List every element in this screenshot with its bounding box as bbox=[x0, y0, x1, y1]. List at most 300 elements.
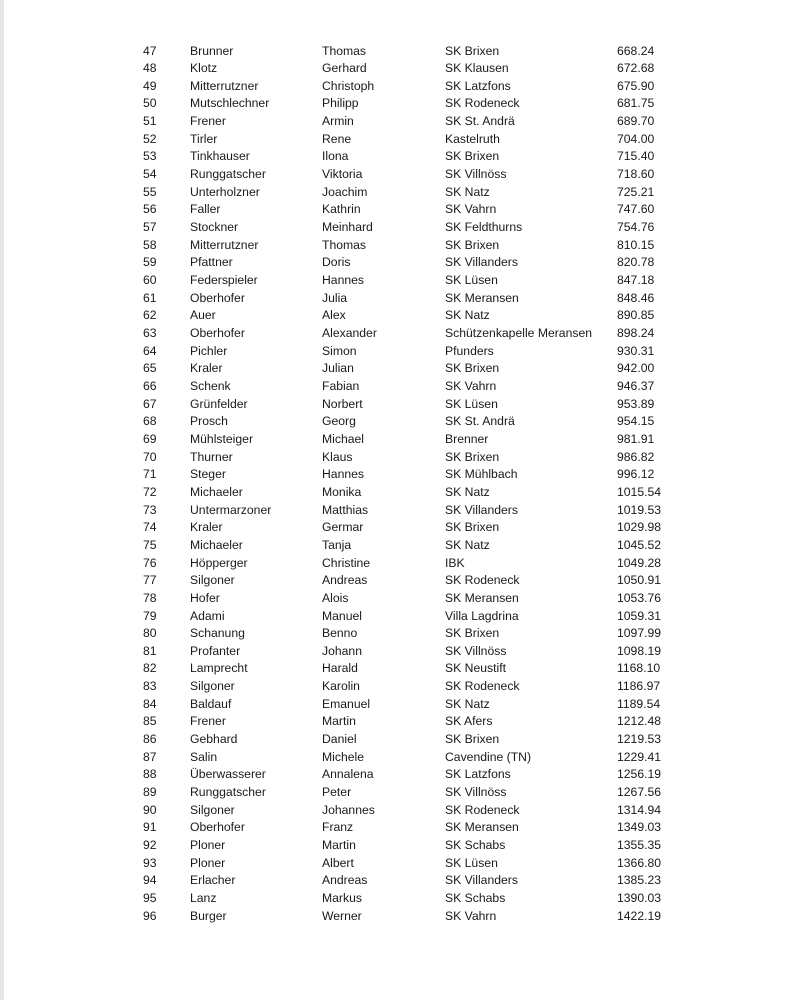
surname-cell: Klotz bbox=[190, 61, 218, 76]
rank-cell: 52 bbox=[143, 131, 157, 146]
club-cell: SK Villanders bbox=[445, 255, 518, 270]
rank-cell: 92 bbox=[143, 838, 157, 853]
table-row bbox=[0, 254, 794, 272]
rank-cell: 96 bbox=[143, 908, 157, 923]
rank-cell: 93 bbox=[143, 855, 157, 870]
rank-cell: 88 bbox=[143, 767, 157, 782]
surname-cell: Pichler bbox=[190, 343, 228, 358]
club-cell: SK Meransen bbox=[445, 290, 519, 305]
time-cell: 1050.91 bbox=[617, 573, 662, 588]
rank-cell: 69 bbox=[143, 431, 157, 446]
club-cell: Schützenkapelle Meransen bbox=[445, 326, 593, 340]
first-name-cell: Christoph bbox=[322, 78, 375, 93]
club-cell: SK Mühlbach bbox=[445, 467, 518, 482]
table-row bbox=[0, 78, 794, 96]
club-cell: Pfunders bbox=[445, 343, 494, 358]
surname-cell: Thurner bbox=[190, 449, 233, 464]
club-cell: SK Vahrn bbox=[445, 908, 497, 923]
rank-cell: 53 bbox=[143, 149, 157, 164]
time-cell: 890.85 bbox=[617, 308, 655, 323]
first-name-cell: Markus bbox=[322, 891, 362, 905]
rank-cell: 79 bbox=[143, 608, 157, 623]
club-cell: SK St. Andrä bbox=[445, 114, 515, 129]
table-row bbox=[0, 625, 794, 643]
rank-cell: 48 bbox=[143, 61, 157, 76]
surname-cell: Schenk bbox=[190, 378, 231, 393]
rank-cell: 74 bbox=[143, 520, 157, 535]
first-name-cell: Johann bbox=[322, 643, 362, 658]
club-cell: SK Meransen bbox=[445, 590, 519, 605]
club-cell: Villa Lagdrina bbox=[445, 608, 519, 623]
time-cell: 1219.53 bbox=[617, 732, 662, 747]
table-row bbox=[0, 307, 794, 325]
rank-cell: 49 bbox=[143, 78, 157, 93]
club-cell: SK Rodeneck bbox=[445, 96, 520, 111]
table-row bbox=[0, 590, 794, 608]
rank-cell: 82 bbox=[143, 661, 157, 676]
rank-cell: 60 bbox=[143, 273, 157, 288]
rank-cell: 90 bbox=[143, 802, 157, 817]
time-cell: 675.90 bbox=[617, 78, 655, 93]
table-row bbox=[0, 766, 794, 784]
surname-cell: Erlacher bbox=[190, 873, 236, 888]
time-cell: 1256.19 bbox=[617, 767, 662, 782]
club-cell: SK Natz bbox=[445, 696, 490, 711]
table-row bbox=[0, 219, 794, 237]
rank-cell: 59 bbox=[143, 255, 157, 270]
time-cell: 953.89 bbox=[617, 396, 655, 411]
surname-cell: Prosch bbox=[190, 414, 228, 429]
surname-cell: Profanter bbox=[190, 643, 241, 658]
surname-cell: Frener bbox=[190, 114, 226, 129]
first-name-cell: Julian bbox=[322, 361, 354, 376]
club-cell: SK Feldthurns bbox=[445, 220, 523, 235]
rank-cell: 57 bbox=[143, 220, 157, 235]
first-name-cell: Joachim bbox=[322, 184, 368, 199]
rank-cell: 86 bbox=[143, 732, 157, 747]
table-row bbox=[0, 908, 794, 926]
table-row bbox=[0, 660, 794, 678]
rank-cell: 56 bbox=[143, 202, 157, 217]
time-cell: 1189.54 bbox=[617, 696, 661, 711]
time-cell: 1355.35 bbox=[617, 838, 662, 853]
club-cell: SK Rodeneck bbox=[445, 679, 520, 694]
rank-cell: 54 bbox=[143, 167, 157, 182]
time-cell: 1349.03 bbox=[617, 820, 662, 835]
table-row bbox=[0, 201, 794, 219]
results-table bbox=[0, 43, 794, 926]
time-cell: 1059.31 bbox=[617, 608, 662, 623]
time-cell: 1186.97 bbox=[617, 679, 661, 694]
rank-cell: 77 bbox=[143, 573, 157, 588]
rank-cell: 58 bbox=[143, 237, 157, 252]
first-name-cell: Monika bbox=[322, 484, 362, 499]
club-cell: SK Villanders bbox=[445, 502, 518, 517]
surname-cell: Kraler bbox=[190, 520, 223, 535]
table-row bbox=[0, 360, 794, 378]
first-name-cell: Klaus bbox=[322, 449, 353, 464]
first-name-cell: Hannes bbox=[322, 273, 365, 288]
time-cell: 954.15 bbox=[617, 414, 655, 429]
surname-cell: Silgoner bbox=[190, 573, 235, 588]
table-row bbox=[0, 148, 794, 166]
rank-cell: 67 bbox=[143, 396, 157, 411]
first-name-cell: Michael bbox=[322, 431, 364, 446]
time-cell: 930.31 bbox=[617, 343, 655, 358]
time-cell: 1098.19 bbox=[617, 643, 662, 658]
table-row bbox=[0, 696, 794, 714]
first-name-cell: Thomas bbox=[322, 43, 367, 58]
club-cell: SK Brixen bbox=[445, 520, 500, 535]
table-row bbox=[0, 184, 794, 202]
table-row bbox=[0, 325, 794, 343]
time-cell: 754.76 bbox=[617, 220, 655, 235]
table-row bbox=[0, 749, 794, 767]
surname-cell: Frener bbox=[190, 714, 226, 729]
first-name-cell: Thomas bbox=[322, 237, 367, 252]
time-cell: 986.82 bbox=[617, 449, 655, 464]
table-row bbox=[0, 608, 794, 626]
time-cell: 1229.41 bbox=[617, 749, 662, 764]
club-cell: SK Vahrn bbox=[445, 378, 497, 393]
first-name-cell: Alexander bbox=[322, 326, 377, 340]
rank-cell: 91 bbox=[143, 820, 157, 835]
first-name-cell: Daniel bbox=[322, 732, 357, 747]
club-cell: SK Brixen bbox=[445, 732, 500, 747]
table-row bbox=[0, 449, 794, 467]
first-name-cell: Martin bbox=[322, 838, 356, 853]
table-row bbox=[0, 113, 794, 131]
table-row bbox=[0, 678, 794, 696]
first-name-cell: Johannes bbox=[322, 802, 375, 817]
surname-cell: Mitterrutzner bbox=[190, 237, 259, 252]
first-name-cell: Peter bbox=[322, 785, 352, 800]
rank-cell: 63 bbox=[143, 326, 157, 340]
table-row bbox=[0, 290, 794, 308]
surname-cell: Federspieler bbox=[190, 273, 258, 288]
surname-cell: Gebhard bbox=[190, 732, 238, 747]
club-cell: SK Vahrn bbox=[445, 202, 497, 217]
table-row bbox=[0, 484, 794, 502]
club-cell: SK Rodeneck bbox=[445, 573, 520, 588]
table-row bbox=[0, 378, 794, 396]
rank-cell: 65 bbox=[143, 361, 157, 376]
surname-cell: Mühlsteiger bbox=[190, 431, 253, 446]
surname-cell: Burger bbox=[190, 908, 227, 923]
first-name-cell: Simon bbox=[322, 343, 357, 358]
table-row bbox=[0, 855, 794, 873]
club-cell: SK Schabs bbox=[445, 891, 506, 905]
club-cell: SK Villnöss bbox=[445, 643, 507, 658]
time-cell: 1045.52 bbox=[617, 537, 662, 552]
rank-cell: 95 bbox=[143, 891, 157, 905]
first-name-cell: Hannes bbox=[322, 467, 365, 482]
time-cell: 1212.48 bbox=[617, 714, 662, 729]
club-cell: SK Neustift bbox=[445, 661, 506, 676]
first-name-cell: Meinhard bbox=[322, 220, 373, 235]
rank-cell: 68 bbox=[143, 414, 157, 429]
surname-cell: Silgoner bbox=[190, 802, 235, 817]
surname-cell: Grünfelder bbox=[190, 396, 248, 411]
surname-cell: Überwasserer bbox=[190, 767, 266, 782]
first-name-cell: Annalena bbox=[322, 767, 374, 782]
table-row bbox=[0, 166, 794, 184]
table-row bbox=[0, 131, 794, 149]
first-name-cell: Manuel bbox=[322, 608, 362, 623]
first-name-cell: Franz bbox=[322, 820, 354, 835]
time-cell: 704.00 bbox=[617, 131, 655, 146]
first-name-cell: Doris bbox=[322, 255, 351, 270]
table-row bbox=[0, 343, 794, 361]
first-name-cell: Martin bbox=[322, 714, 356, 729]
rank-cell: 87 bbox=[143, 749, 157, 764]
first-name-cell: Albert bbox=[322, 855, 354, 870]
time-cell: 1168.10 bbox=[617, 661, 661, 676]
time-cell: 725.21 bbox=[617, 184, 655, 199]
time-cell: 689.70 bbox=[617, 114, 655, 129]
table-row bbox=[0, 537, 794, 555]
first-name-cell: Viktoria bbox=[322, 167, 363, 182]
time-cell: 718.60 bbox=[617, 167, 655, 182]
time-cell: 942.00 bbox=[617, 361, 655, 376]
club-cell: SK Lüsen bbox=[445, 396, 498, 411]
table-row bbox=[0, 819, 794, 837]
club-cell: SK Meransen bbox=[445, 820, 519, 835]
table-row bbox=[0, 502, 794, 520]
time-cell: 848.46 bbox=[617, 290, 655, 305]
table-row bbox=[0, 802, 794, 820]
first-name-cell: Matthias bbox=[322, 502, 369, 517]
club-cell: SK Afers bbox=[445, 714, 493, 729]
rank-cell: 72 bbox=[143, 484, 157, 499]
surname-cell: Unterholzner bbox=[190, 184, 260, 199]
first-name-cell: Karolin bbox=[322, 679, 360, 694]
time-cell: 1029.98 bbox=[617, 520, 662, 535]
surname-cell: Salin bbox=[190, 749, 218, 764]
rank-cell: 71 bbox=[143, 467, 157, 482]
first-name-cell: Tanja bbox=[322, 537, 352, 552]
rank-cell: 70 bbox=[143, 449, 157, 464]
time-cell: 1019.53 bbox=[617, 502, 662, 517]
table-row bbox=[0, 784, 794, 802]
first-name-cell: Alex bbox=[322, 308, 346, 323]
time-cell: 1366.80 bbox=[617, 855, 662, 870]
surname-cell: Silgoner bbox=[190, 679, 235, 694]
rank-cell: 66 bbox=[143, 378, 157, 393]
first-name-cell: Julia bbox=[322, 290, 348, 305]
rank-cell: 81 bbox=[143, 643, 157, 658]
surname-cell: Ploner bbox=[190, 838, 226, 853]
first-name-cell: Georg bbox=[322, 414, 356, 429]
rank-cell: 50 bbox=[143, 96, 157, 111]
surname-cell: Oberhofer bbox=[190, 290, 245, 305]
surname-cell: Michaeler bbox=[190, 537, 243, 552]
club-cell: SK Brixen bbox=[445, 361, 500, 376]
rank-cell: 61 bbox=[143, 290, 157, 305]
surname-cell: Hofer bbox=[190, 590, 220, 605]
club-cell: SK Lüsen bbox=[445, 273, 498, 288]
surname-cell: Adami bbox=[190, 608, 225, 623]
club-cell: SK Villanders bbox=[445, 873, 518, 888]
club-cell: SK Brixen bbox=[445, 626, 500, 641]
club-cell: SK Villnöss bbox=[445, 167, 507, 182]
surname-cell: Lanz bbox=[190, 891, 217, 905]
club-cell: SK Latzfons bbox=[445, 767, 511, 782]
time-cell: 668.24 bbox=[617, 43, 655, 58]
table-row bbox=[0, 466, 794, 484]
time-cell: 1314.94 bbox=[617, 802, 662, 817]
surname-cell: Mitterrutzner bbox=[190, 78, 259, 93]
first-name-cell: Werner bbox=[322, 908, 362, 923]
surname-cell: Lamprecht bbox=[190, 661, 248, 676]
rank-cell: 85 bbox=[143, 714, 157, 729]
rank-cell: 75 bbox=[143, 537, 157, 552]
table-row bbox=[0, 572, 794, 590]
first-name-cell: Benno bbox=[322, 626, 358, 641]
rank-cell: 47 bbox=[143, 43, 157, 58]
rank-cell: 78 bbox=[143, 590, 157, 605]
table-row bbox=[0, 837, 794, 855]
time-cell: 996.12 bbox=[617, 467, 655, 482]
surname-cell: Runggatscher bbox=[190, 167, 266, 182]
rank-cell: 84 bbox=[143, 696, 157, 711]
club-cell: Cavendine (TN) bbox=[445, 749, 532, 764]
table-row bbox=[0, 431, 794, 449]
surname-cell: Steger bbox=[190, 467, 226, 482]
club-cell: SK Natz bbox=[445, 484, 490, 499]
time-cell: 681.75 bbox=[617, 96, 655, 111]
first-name-cell: Norbert bbox=[322, 396, 363, 411]
first-name-cell: Emanuel bbox=[322, 696, 371, 711]
club-cell: SK Brixen bbox=[445, 449, 500, 464]
first-name-cell: Kathrin bbox=[322, 202, 361, 217]
first-name-cell: Harald bbox=[322, 661, 358, 676]
club-cell: SK Schabs bbox=[445, 838, 506, 853]
rank-cell: 64 bbox=[143, 343, 157, 358]
rank-cell: 51 bbox=[143, 114, 157, 129]
surname-cell: Kraler bbox=[190, 361, 223, 376]
rank-cell: 80 bbox=[143, 626, 157, 641]
surname-cell: Schanung bbox=[190, 626, 245, 641]
rank-cell: 73 bbox=[143, 502, 157, 517]
surname-cell: Tinkhauser bbox=[190, 149, 250, 164]
rank-cell: 55 bbox=[143, 184, 157, 199]
first-name-cell: Armin bbox=[322, 114, 354, 129]
time-cell: 747.60 bbox=[617, 202, 655, 217]
table-row bbox=[0, 60, 794, 78]
club-cell: SK Natz bbox=[445, 184, 490, 199]
surname-cell: Brunner bbox=[190, 43, 234, 58]
time-cell: 1267.56 bbox=[617, 785, 662, 800]
surname-cell: Höpperger bbox=[190, 555, 248, 570]
time-cell: 1015.54 bbox=[617, 484, 662, 499]
time-cell: 1385.23 bbox=[617, 873, 662, 888]
surname-cell: Faller bbox=[190, 202, 221, 217]
rank-cell: 76 bbox=[143, 555, 157, 570]
first-name-cell: Andreas bbox=[322, 873, 368, 888]
club-cell: SK Latzfons bbox=[445, 78, 511, 93]
table-row bbox=[0, 643, 794, 661]
club-cell: Kastelruth bbox=[445, 131, 500, 146]
rank-cell: 83 bbox=[143, 679, 157, 694]
time-cell: 1422.19 bbox=[617, 908, 662, 923]
club-cell: SK Rodeneck bbox=[445, 802, 520, 817]
surname-cell: Mutschlechner bbox=[190, 96, 270, 111]
surname-cell: Untermarzoner bbox=[190, 502, 272, 517]
time-cell: 1097.99 bbox=[617, 626, 662, 641]
first-name-cell: Alois bbox=[322, 590, 349, 605]
table-row bbox=[0, 713, 794, 731]
time-cell: 847.18 bbox=[617, 273, 655, 288]
table-row bbox=[0, 237, 794, 255]
surname-cell: Michaeler bbox=[190, 484, 243, 499]
first-name-cell: Gerhard bbox=[322, 61, 367, 76]
table-row bbox=[0, 43, 794, 61]
time-cell: 715.40 bbox=[617, 149, 655, 164]
surname-cell: Stockner bbox=[190, 220, 239, 235]
rank-cell: 94 bbox=[143, 873, 157, 888]
club-cell: SK Villnöss bbox=[445, 785, 507, 800]
time-cell: 810.15 bbox=[617, 237, 655, 252]
table-row bbox=[0, 872, 794, 890]
club-cell: SK Brixen bbox=[445, 237, 500, 252]
surname-cell: Baldauf bbox=[190, 696, 232, 711]
time-cell: 1049.28 bbox=[617, 555, 662, 570]
first-name-cell: Michele bbox=[322, 749, 364, 764]
time-cell: 672.68 bbox=[617, 61, 655, 76]
table-row bbox=[0, 272, 794, 290]
time-cell: 820.78 bbox=[617, 255, 655, 270]
first-name-cell: Andreas bbox=[322, 573, 368, 588]
table-row bbox=[0, 890, 794, 908]
table-row bbox=[0, 731, 794, 749]
table-row bbox=[0, 95, 794, 113]
surname-cell: Oberhofer bbox=[190, 326, 245, 340]
time-cell: 1390.03 bbox=[617, 891, 662, 905]
first-name-cell: Fabian bbox=[322, 378, 360, 393]
table-row bbox=[0, 413, 794, 431]
club-cell: Brenner bbox=[445, 431, 489, 446]
club-cell: IBK bbox=[445, 555, 465, 570]
club-cell: SK Brixen bbox=[445, 149, 500, 164]
first-name-cell: Rene bbox=[322, 131, 352, 146]
time-cell: 898.24 bbox=[617, 326, 655, 340]
first-name-cell: Ilona bbox=[322, 149, 349, 164]
surname-cell: Oberhofer bbox=[190, 820, 245, 835]
first-name-cell: Christine bbox=[322, 555, 371, 570]
club-cell: SK Natz bbox=[445, 308, 490, 323]
table-row bbox=[0, 396, 794, 414]
surname-cell: Ploner bbox=[190, 855, 226, 870]
surname-cell: Runggatscher bbox=[190, 785, 266, 800]
club-cell: SK Natz bbox=[445, 537, 490, 552]
surname-cell: Auer bbox=[190, 308, 216, 323]
club-cell: SK Klausen bbox=[445, 61, 509, 76]
time-cell: 981.91 bbox=[617, 431, 655, 446]
club-cell: SK Brixen bbox=[445, 43, 500, 58]
surname-cell: Tirler bbox=[190, 131, 218, 146]
table-row bbox=[0, 555, 794, 573]
table-row bbox=[0, 519, 794, 537]
first-name-cell: Philipp bbox=[322, 96, 359, 111]
time-cell: 946.37 bbox=[617, 378, 655, 393]
rank-cell: 62 bbox=[143, 308, 157, 323]
time-cell: 1053.76 bbox=[617, 590, 662, 605]
club-cell: SK Lüsen bbox=[445, 855, 498, 870]
club-cell: SK St. Andrä bbox=[445, 414, 515, 429]
rank-cell: 89 bbox=[143, 785, 157, 800]
first-name-cell: Germar bbox=[322, 520, 364, 535]
